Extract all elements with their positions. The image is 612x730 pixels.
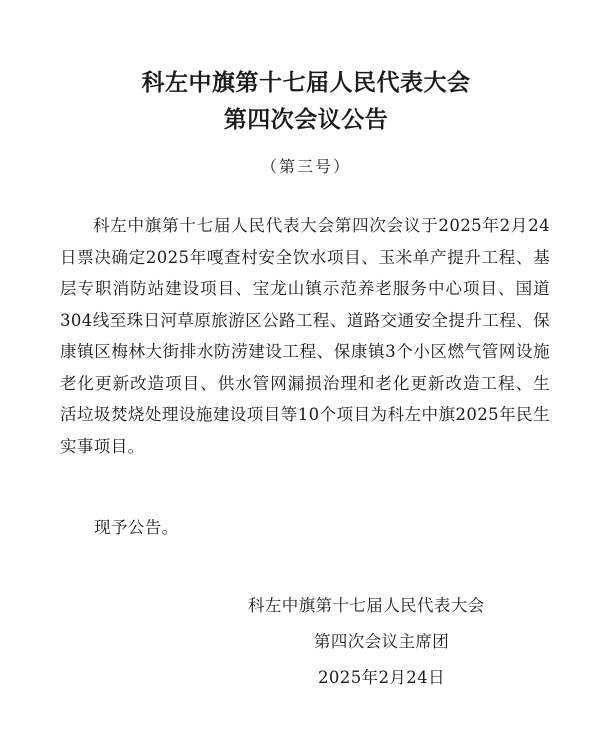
signature-organization: 科左中旗第十七届人民代表大会 — [248, 596, 485, 615]
signature-date: 2025年2月24日 — [318, 668, 445, 687]
signature-presidium: 第四次会议主席团 — [314, 632, 450, 651]
announcement-number: （第三号） — [260, 157, 351, 176]
document-title-line-1: 科左中旗第十七届人民代表大会 — [141, 70, 471, 96]
closing-statement: 现予公告。 — [94, 518, 179, 537]
document-title-line-2: 第四次会议公告 — [223, 107, 389, 133]
announcement-body: 科左中旗第十七届人民代表大会第四次会议于2025年2月24日票决确定2025年嘎查村安全饮水项目、玉米单产提升工程、基层专职消防站建设项目、宝龙山镇示范养老服务中心项目、国道304线至珠日河草原旅游区公路工程、道路交通安全提升工程、保康镇区梅林大街排水防涝建设工程、保康镇3个小区燃气管网设施老化更新改造项目、供水管网漏损治理和老化更新改造工程、生活垃圾焚烧处理设施建设项目等10个项目为科左中旗2025年民生实事项目。 — [60, 216, 550, 456]
